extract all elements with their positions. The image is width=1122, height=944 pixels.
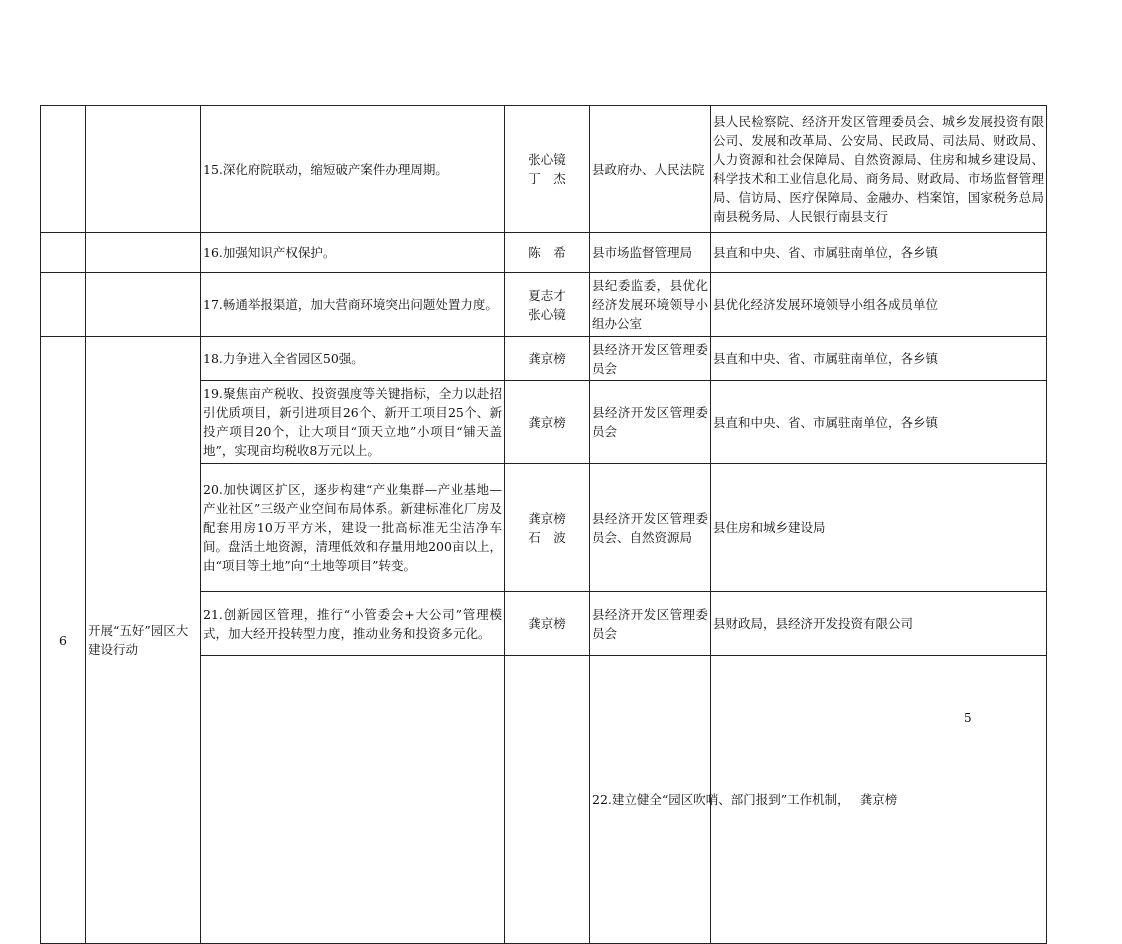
group-number-cell [41,233,86,273]
coop-unit-cell: 县财政局，县经济开发投资有限公司 [711,592,1047,656]
task-table [40,105,1047,944]
responsible-cell: 陈 希 [505,233,590,273]
responsible-cell: 龚京榜 [505,592,590,656]
responsible-cell: 龚京榜 [711,656,1047,944]
group-action-cell: 开展“五好”园区大建设行动 [86,337,201,944]
task-cell: 20.加快调区扩区，逐步构建“产业集群—产业基地—产业社区”三级产业空间布局体系。新建标准化厂房及配套用房10万平方米，建设一批高标准无尘洁净车间。盘活土地资源，清理低效和存量用地200亩以上，由“项目等土地”向“土地等项目”转变。 [201,464,505,592]
table-row [41,233,1047,273]
task-cell: 15.深化府院联动，缩短破产案件办理周期。 [201,106,505,233]
lead-unit-cell: 县政府办、人民法院 [590,106,711,233]
coop-unit-cell: 县优化经济发展环境领导小组各成员单位 [711,273,1047,337]
lead-unit-cell: 县经济开发区管理委员会、自然资源局 [590,464,711,592]
lead-unit-cell: 县经济开发区管理委员会 [590,592,711,656]
task-cell: 21.创新园区管理，推行“小管委会+大公司”管理模式，加大经开投转型力度，推动业务和投资多元化。 [201,592,505,656]
lead-unit-cell: 县市场监督管理局 [590,233,711,273]
responsible-cell: 夏志才 张心镜 [505,273,590,337]
table-row [41,106,1047,233]
group-number-cell [41,273,86,337]
responsible-cell: 龚京榜 [505,337,590,381]
coop-unit-cell: 县直和中央、省、市属驻南单位，各乡镇 [711,337,1047,381]
group-number-cell: 6 [41,337,86,944]
task-cell: 19.聚焦亩产税收、投资强度等关键指标，全力以赴招引优质项目，新引进项目26个、新开工项目25个、新投产项目20个，让大项目“顶天立地”小项目“铺天盖地”，实现亩均税收8万元以上。 [201,381,505,464]
group-action-cell [86,273,201,337]
lead-unit-cell: 县经济开发区管理委员会 [590,337,711,381]
coop-unit-cell: 县直和中央、省、市属驻南单位，各乡镇 [711,233,1047,273]
table-row [41,273,1047,337]
lead-unit-cell: 县纪委监委，县优化经济发展环境领导小组办公室 [590,273,711,337]
task-cell: 16.加强知识产权保护。 [201,233,505,273]
responsible-cell: 龚京榜 [505,381,590,464]
task-cell: 18.力争进入全省园区50强。 [201,337,505,381]
group-number-cell [201,656,505,944]
group-action-cell [86,233,201,273]
group-action-cell [505,656,590,944]
coop-unit-cell: 县直和中央、省、市属驻南单位，各乡镇 [711,381,1047,464]
coop-unit-cell: 县人民检察院、经济开发区管理委员会、城乡发展投资有限公司、发展和改革局、公安局、民政局、司法局、财政局、人力资源和社会保障局、自然资源局、住房和城乡建设局、科学技术和工业信息化局、商务局、财政局、市场监督管理局、信访局、医疗保障局、金融办、档案馆，国家税务总局南县税务局、人民银行南县支行 [711,106,1047,233]
group-number-cell [41,106,86,233]
responsible-cell: 张心镜 丁 杰 [505,106,590,233]
responsible-cell: 龚京榜 石 波 [505,464,590,592]
task-cell: 17.畅通举报渠道，加大营商环境突出问题处置力度。 [201,273,505,337]
coop-unit-cell: 县住房和城乡建设局 [711,464,1047,592]
group-action-cell [86,106,201,233]
page-number: 5 [964,711,972,725]
table-row [41,337,1047,381]
lead-unit-cell: 县经济开发区管理委员会 [590,381,711,464]
task-cell: 22.建立健全“园区吹哨、部门报到”工作机制， [590,656,711,944]
